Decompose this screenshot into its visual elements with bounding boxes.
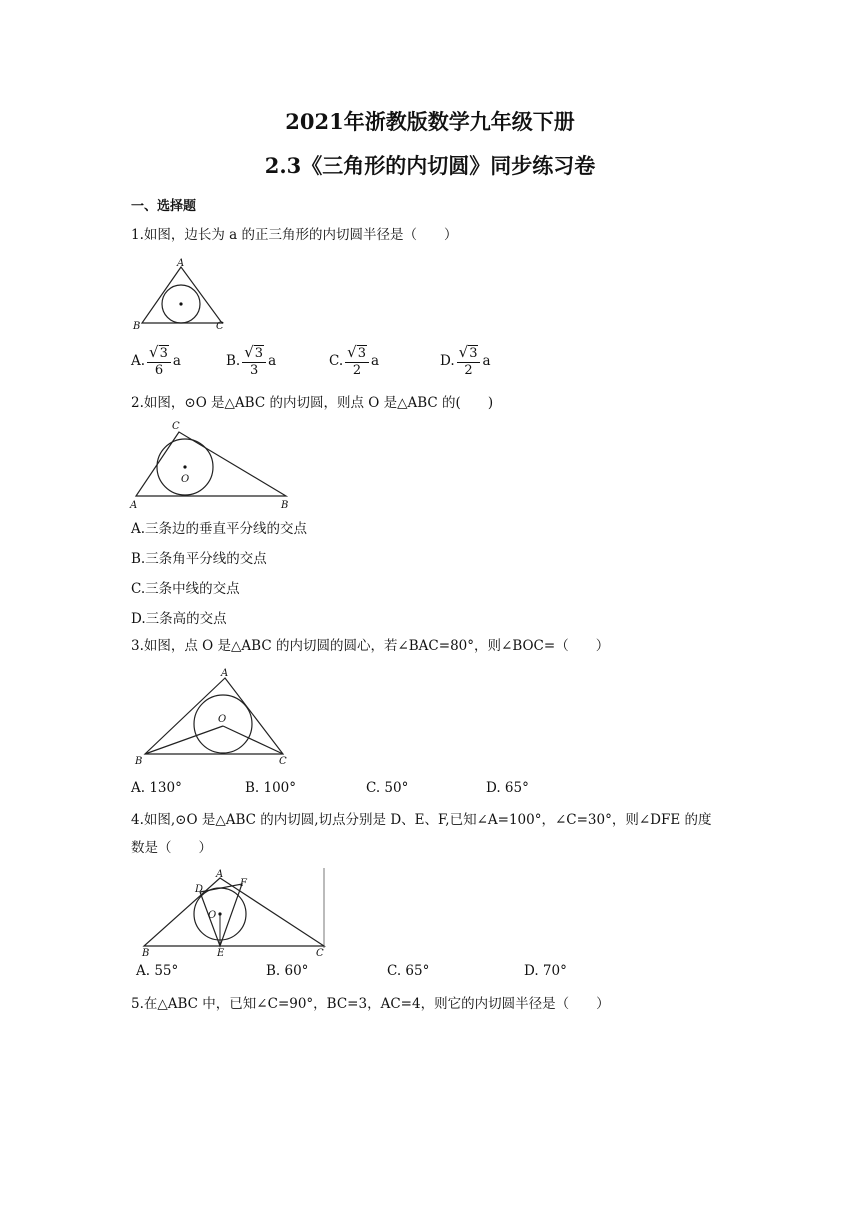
q2-label-b: B xyxy=(281,500,289,510)
q2-label-o: O xyxy=(181,474,190,485)
q4-option-a[interactable]: A. 55° xyxy=(136,963,179,979)
q2-option-c[interactable]: C.三条中线的交点 xyxy=(131,581,240,597)
q1-option-d[interactable]: D. $\frac{√3}{2}$ a xyxy=(440,343,491,378)
q1-option-a[interactable]: A. $\frac{√3}{6}$ a xyxy=(131,343,181,378)
q1-label-a: A xyxy=(177,258,185,269)
q4-label-e: E xyxy=(217,948,225,958)
q3-option-c[interactable]: C. 50° xyxy=(366,780,409,796)
q4-label-b: B xyxy=(142,948,150,958)
q2-option-d[interactable]: D.三条高的交点 xyxy=(131,611,227,627)
q1-option-c[interactable]: C. $\frac{√3}{2}$ a xyxy=(329,343,380,378)
question-2-figure xyxy=(128,418,298,510)
q3-option-b[interactable]: B. 100° xyxy=(245,780,297,796)
q3-option-d[interactable]: D. 65° xyxy=(486,780,529,796)
q4-label-c: C xyxy=(316,948,324,958)
q4-label-d: D xyxy=(195,884,204,895)
question-2-text: 2.如图，⊙O 是△ABC 的内切圆，则点 O 是△ABC 的( ) xyxy=(131,395,494,411)
question-1-text: 1.如图，边长为 a 的正三角形的内切圆半径是（ ） xyxy=(131,227,458,243)
q1-label-b: B xyxy=(133,321,141,332)
q3-label-c: C xyxy=(279,756,287,767)
question-4-text-line1: 4.如图,⊙O 是△ABC 的内切圆,切点分别是 D、E、F,已知∠A=100°，∠C=30°，则∠DFE 的度 xyxy=(131,812,712,828)
question-3-figure xyxy=(133,664,293,768)
question-1-figure xyxy=(130,255,230,335)
q4-option-b[interactable]: B. 60° xyxy=(266,963,309,979)
document-title: 2021年浙教版数学九年级下册 xyxy=(285,109,575,134)
q3-label-b: B xyxy=(135,756,143,767)
q4-option-c[interactable]: C. 65° xyxy=(387,963,430,979)
q2-option-a[interactable]: A.三条边的垂直平分线的交点 xyxy=(131,521,308,537)
q4-label-f: F xyxy=(240,878,247,889)
q2-option-b[interactable]: B.三条角平分线的交点 xyxy=(131,551,267,567)
section-heading: 一、选择题 xyxy=(131,199,197,214)
question-4-text-line2: 数是（ ） xyxy=(131,840,212,856)
q3-label-o: O xyxy=(218,714,227,725)
question-4-figure xyxy=(138,866,330,958)
q2-label-a: A xyxy=(130,500,138,510)
question-5-text: 5.在△ABC 中，已知∠C=90°，BC=3，AC=4，则它的内切圆半径是（ ） xyxy=(131,996,610,1012)
q3-label-a: A xyxy=(221,668,229,679)
q2-label-c: C xyxy=(172,421,180,432)
q1-option-b[interactable]: B. $\frac{√3}{3}$ a xyxy=(226,343,277,378)
q4-option-d[interactable]: D. 70° xyxy=(524,963,567,979)
q3-option-a[interactable]: A. 130° xyxy=(131,780,182,796)
document-subtitle: 2.3《三角形的内切圆》同步练习卷 xyxy=(264,153,596,178)
q4-label-a: A xyxy=(216,869,224,880)
question-3-text: 3.如图，点 O 是△ABC 的内切圆的圆心，若∠BAC=80°，则∠BOC=（ ） xyxy=(131,638,610,654)
q4-label-o: O xyxy=(208,910,217,921)
q1-label-c: C xyxy=(216,321,224,332)
